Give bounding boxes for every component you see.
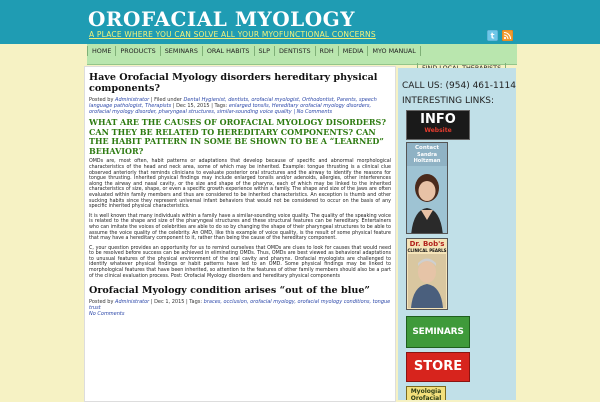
badge-text: SEMINARS — [412, 327, 464, 337]
badge-text: INFO — [420, 112, 456, 127]
meta-posted-by: Posted by — [89, 299, 114, 306]
meta-date: | Dec 15, 2015 | Tags: — [172, 103, 228, 109]
myologia-orofacial-badge[interactable] — [406, 386, 446, 400]
seminars-badge[interactable] — [406, 316, 470, 348]
post-meta — [89, 299, 391, 317]
nav-item-oral-habits[interactable]: ORAL HABITS — [203, 46, 255, 56]
meta-posted-by: Posted by — [89, 97, 114, 103]
nav-item-dentists[interactable]: DENTISTS — [275, 46, 316, 56]
badge-subtext: CLINICAL PEARLS — [407, 248, 447, 253]
nav-item-home[interactable]: HOME — [87, 46, 116, 56]
header-social-icons — [487, 30, 513, 41]
nav-item-seminars[interactable]: SEMINARS — [161, 46, 203, 56]
meta-tags-links[interactable]: braces, occlusion, orofacial myology, orofacial myology conditions, tongue trust — [89, 299, 391, 312]
main-nav — [87, 44, 517, 65]
dr-bobs-clinical-pearls-badge[interactable] — [406, 238, 448, 310]
badge-text: Myologia — [410, 388, 442, 395]
post-heading: WHAT ARE THE CAUSES OF OROFACIAL MYOLOGY DISORDERS? CAN THEY BE RELATED TO HEREDITARY COMPONENTS? CAN THE HABIT PATTERN IN SOME BE SHOWN TO BE A “LEARNED” BEHAVIOR? — [89, 117, 387, 156]
info-website-badge[interactable] — [406, 110, 470, 140]
meta-author-link[interactable]: Administrator — [115, 97, 150, 103]
main-content — [84, 66, 396, 402]
nav-item-myo-manual[interactable]: MYO MANUAL — [368, 46, 420, 56]
post-title[interactable]: Have Orofacial Myology disorders hereditary physical components? — [89, 72, 378, 94]
nav-item-products[interactable]: PRODUCTS — [116, 46, 160, 56]
person-photo — [408, 254, 446, 308]
svg-text:t: t — [490, 31, 495, 41]
nav-row — [87, 46, 421, 56]
badge-subtext: Website — [424, 127, 452, 134]
post-paragraph: C, your question provides an opportunity for us to remind ourselves that OMDs are clues to look for causes that would need to be resolved before success can be achieved in eliminating OMDs. Thus, OMDs are best viewed as behavioral adaptations to unusual features of the physical environment of the oral cavity and pharynx. Orofacial myologists are challenged to identify whatever physical findings or habit patterns have led to an OMD. Some physical findings may be linked to morphological features that have been inherited, so attention to the features of other family members should also be a part of the clinical evaluation process. Post: Orofacial Myology disorders and hereditary physical components — [89, 245, 391, 279]
badge-subtext: Orofacial — [410, 395, 442, 400]
meta-filed-under: | Filed under — [150, 97, 182, 103]
badge-text: Contact — [415, 145, 439, 151]
post-meta — [89, 97, 391, 115]
badge-text: Dr. Bob's — [409, 240, 445, 248]
meta-date: | Dec 1, 2015 | Tags: — [150, 299, 203, 306]
twitter-icon[interactable] — [487, 30, 498, 41]
nav-item-media[interactable]: MEDIA — [339, 46, 369, 56]
post-title[interactable]: Orofacial Myology condition arises “out of the blue” — [89, 285, 370, 297]
nav-item-slp[interactable]: SLP — [255, 46, 275, 56]
store-badge[interactable] — [406, 352, 470, 382]
badge-text: STORE — [413, 359, 463, 374]
site-title[interactable]: OROFACIAL MYOLOGY — [88, 7, 356, 31]
post-2 — [89, 285, 391, 317]
nav-item-rdh[interactable]: RDH — [316, 46, 339, 56]
post-paragraph: OMDs are, most often, habit patterns or adaptations that develop because of specific and abnormal morphological characteristics of the head and neck area, some of which may be inherited. Example: tongue thrusting is a clinical clue observed anteriorly that reminds clinicians to evaluate posterior oral structures and the airway to identify the reasons for tongue thrusting. Inherited physical findings may include enlarged tonsils and/or adenoids, allergies, other interferences along the airway and nasal cavity, or the size and shape of the pharynx, each of which may be linked to the inherited characteristics of size, shape, or even a specific growth experience within a family. The shape and size of the jaws are often evaluated within family members and thus are considered to be inherited characteristics. An exception is thumb and other sucking habits since they represent universal infant behaviors that would not be considered to occur on the basis of any specific inherited physical characteristics. — [89, 159, 391, 210]
meta-author-link[interactable]: Administrator — [115, 299, 150, 306]
meta-comments-link[interactable]: No Comments — [89, 311, 125, 318]
meta-tags-links[interactable]: enlarged tonsils, Hereditary orofacial myology disorders, orofacial myology disorder, pharyngeal structures, similar-sounding voice quality — [89, 103, 372, 115]
phone-number: CALL US: (954) 461-1114 — [402, 81, 516, 91]
post-1 — [89, 72, 391, 279]
sidebar — [398, 68, 516, 400]
post-paragraph: It is well known that many individuals within a family have a similar-sounding voice quality. The quality of the speaking voice is related to the shape and size of the pharyngeal structures and these structural features can be hereditary. Entertainers who can imitate the voices of celebrities are able to do so by changing the shape of their pharyngeal structures to be able to assume the voice quality of the celebrity. An OMD, like this example of voice quality, is the result of some physical feature that may have a hereditary component to it, rather than being the cause of the hereditary component. — [89, 213, 391, 242]
person-photo — [407, 166, 447, 234]
links-heading: INTERESTING LINKS: — [402, 96, 494, 106]
meta-categories-links[interactable]: Dental Hygienist, dentists, orofacial myologist, Orthodontist, Parents, speech language pathologist, Therapists — [89, 97, 377, 109]
badge-subtext: Sandra Holtzman — [413, 152, 441, 164]
meta-comments-link[interactable]: | No Comments — [293, 109, 333, 115]
contact-sandra-holtzman-badge[interactable] — [406, 142, 448, 234]
site-header — [0, 0, 600, 44]
site-tagline[interactable]: A PLACE WHERE YOU CAN SOLVE ALL YOUR MYOFUNCTIONAL CONCERNS — [89, 30, 376, 39]
rss-icon[interactable] — [502, 30, 513, 41]
